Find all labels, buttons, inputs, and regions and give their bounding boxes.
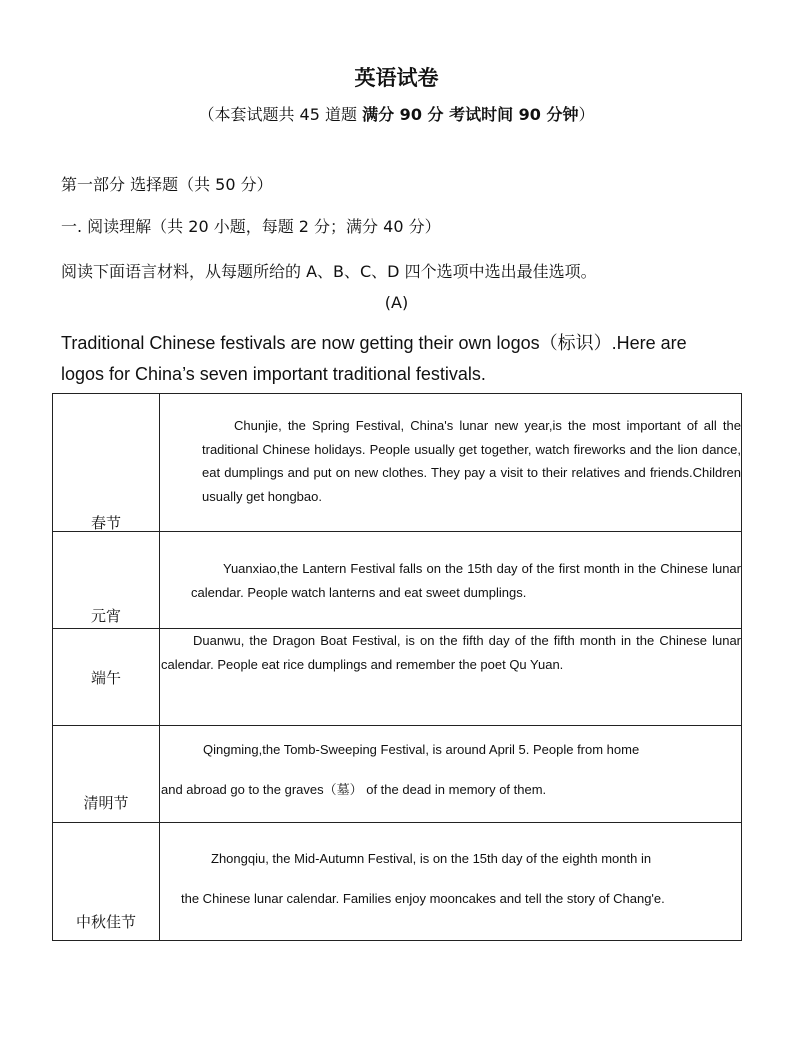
festival-desc: Chunjie, the Spring Festival, China's lunar new year,is the most important of all the traditional Chinese holidays. People usually get together, watch fireworks and the lion dance, eat dumplings and put on new clothes. They pay a visit to their relatives and friends.Children usually get hongbao. xyxy=(202,418,741,504)
intro-line-1: Traditional Chinese festivals are now getting their own logos（标识）.Here are xyxy=(61,333,687,353)
table-row xyxy=(53,394,742,532)
part-one-heading: 第一部分 选择题（共 50 分） xyxy=(61,175,273,194)
festival-name: 春节 xyxy=(90,514,121,532)
festival-desc-cell xyxy=(160,823,742,941)
festival-desc: Duanwu, the Dragon Boat Festival, is on the fifth day of the fifth month in the Chinese lunar calendar. People eat rice dumplings and remember the poet Qu Yuan. xyxy=(161,633,741,672)
passage-intro xyxy=(61,328,741,390)
intro-line-2: logos for China’s seven important traditional festivals. xyxy=(61,364,486,384)
festival-desc-line-1: Zhongqiu, the Mid-Autumn Festival, is on the 15th day of the eighth month in xyxy=(211,851,652,866)
festival-desc-line-2: the Chinese lunar calendar. Families enjoy mooncakes and tell the story of Chang'e. xyxy=(181,891,665,906)
festival-name: 中秋佳节 xyxy=(75,913,136,931)
passage-label: (A) xyxy=(384,293,409,312)
festival-name-cell xyxy=(53,823,160,941)
festival-desc-line-1: Qingming,the Tomb-Sweeping Festival, is around April 5. People from home xyxy=(203,742,640,757)
subtitle-suffix: ） xyxy=(578,105,595,124)
festival-desc-cell xyxy=(160,629,742,726)
festival-desc-cell xyxy=(160,726,742,823)
festival-desc-cell xyxy=(160,532,742,629)
instruction-text: 阅读下面语言材料，从每题所给的 A、B、C、D 四个选项中选出最佳选项。 xyxy=(61,262,597,281)
festival-name-cell xyxy=(53,394,160,532)
subtitle-prefix: （本套试题共 45 道题 xyxy=(198,105,358,124)
table-row xyxy=(53,629,742,726)
festival-name: 清明节 xyxy=(83,794,129,812)
festival-name: 元宵 xyxy=(90,607,121,625)
festival-desc: Yuanxiao,the Lantern Festival falls on the 15th day of the first month in the Chinese lunar calendar. People watch lanterns and eat sweet dumplings. xyxy=(191,561,741,600)
festival-name: 端午 xyxy=(90,669,121,687)
table-row xyxy=(53,726,742,823)
table-row xyxy=(53,532,742,629)
festival-desc-line-2: and abroad go to the graves（墓） of the dead in memory of them. xyxy=(161,782,547,797)
reading-heading: 一. 阅读理解（共 20 小题，每题 2 分；满分 40 分） xyxy=(61,217,441,236)
festival-name-cell xyxy=(53,629,160,726)
festival-name-cell xyxy=(53,532,160,629)
exam-subtitle xyxy=(0,102,793,125)
exam-title: 英语试卷 xyxy=(354,65,439,90)
festival-table xyxy=(52,393,742,941)
table-row xyxy=(53,823,742,941)
subtitle-score-time: 满分 90 分 考试时间 90 分钟 xyxy=(362,105,579,124)
festival-name-cell xyxy=(53,726,160,823)
festival-desc-cell xyxy=(160,394,742,532)
